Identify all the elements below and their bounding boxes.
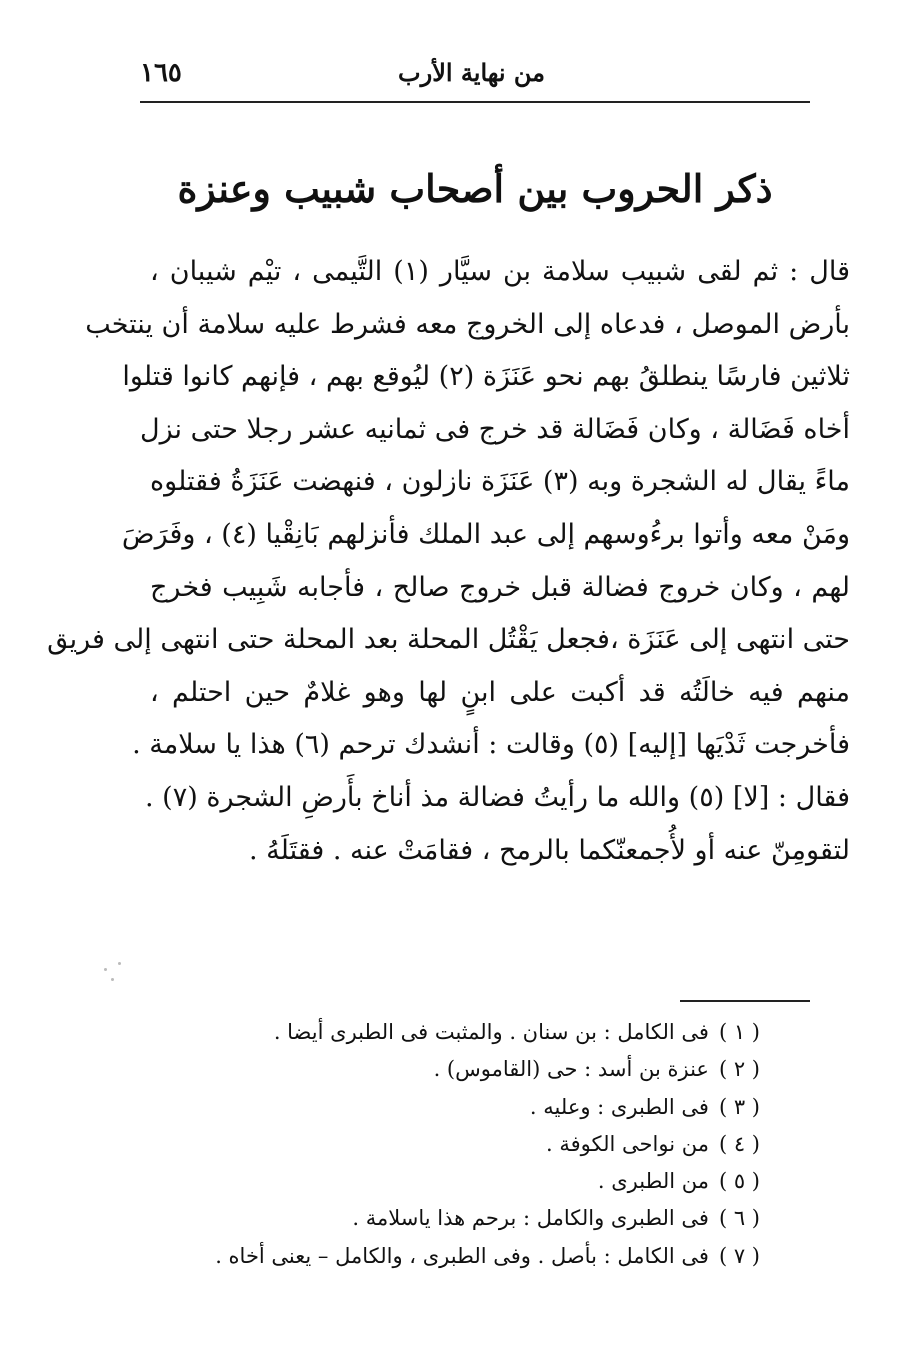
footnote xyxy=(200,1014,760,1051)
footnote xyxy=(200,1238,760,1275)
text-line: قال : ثم لقى شبيب سلامة بن سيَّار (١) التَّيمى ، تيْم شيبان ، xyxy=(150,256,850,287)
footnote-text: فى الطبرى : وعليه . xyxy=(529,1094,709,1119)
footnotes xyxy=(200,1014,760,1275)
text-line: بأرض الموصل ، فدعاه إلى الخروج معه فشرط عليه سلامة أن ينتخب xyxy=(85,308,850,340)
footnote-text: عنزة بن أسد : حى (القاموس) . xyxy=(433,1057,709,1082)
footnote-number: ( ٣ ) xyxy=(718,1094,760,1119)
footnote xyxy=(200,1200,760,1237)
footnote-number: ( ٥ ) xyxy=(718,1169,760,1194)
footnote-text: من الطبرى . xyxy=(597,1169,709,1194)
footnote-number: ( ٧ ) xyxy=(718,1243,760,1268)
page-header xyxy=(140,58,810,98)
text-line: لتقومِنّ عنه أو لأُجمعنّكما بالرمح ، فقامَتْ عنه . فقتَلَهُ . xyxy=(249,834,850,866)
text-line: ماءً يقال له الشجرة وبه (٣) عَنَزَة نازلون ، فنهضت عَنَزَةُ فقتلوه xyxy=(150,466,850,498)
footnote-number: ( ١ ) xyxy=(718,1020,760,1044)
footnote xyxy=(200,1089,760,1126)
chapter-title: ذكر الحروب بين أصحاب شبيب وعنزة xyxy=(177,166,773,211)
running-title: من نهاية الأرب xyxy=(398,58,545,87)
footnote-text: من نواحى الكوفة . xyxy=(546,1131,709,1156)
header-rule xyxy=(140,101,810,103)
page-number: ١٦٥ xyxy=(140,58,182,88)
footnote xyxy=(200,1051,760,1088)
text-line: منهم فيه خالَتُه قد أكبت على ابنٍ لها وهو غلامٌ حين احتلم ، xyxy=(150,676,850,708)
footnote-text: فى الكامل : بأصل . وفى الطبرى ، والكامل – يعنى أخاه . xyxy=(215,1243,709,1268)
footnote-text: فى الطبرى والكامل : برحم هذا ياسلامة . xyxy=(352,1206,709,1231)
text-line: ثلاثين فارسًا ينطلقُ بهم نحو عَنَزَة (٢) ليُوقع بهم ، فإنهم كانوا قتلوا xyxy=(122,361,850,393)
text-line: فقال : [لا] (٥) والله ما رأيتُ فضالة مذ أناخ بأَرضِ الشجرة (٧) . xyxy=(144,781,850,813)
text-line: لهم ، وكان خروج فضالة قبل خروج صالح ، فأجابه شَبِيب فخرج xyxy=(150,571,850,603)
footnote-number: ( ٢ ) xyxy=(718,1057,760,1082)
text-line: حتى انتهى إلى عَنَزَة ،فجعل يَقْتُل المحلة بعد المحلة حتى انتهى إلى فريق xyxy=(47,624,850,656)
body-text xyxy=(47,246,850,877)
footnote-rule xyxy=(680,1000,810,1002)
text-line: أخاه فَضَالة ، وكان فَضَالة قد خرج فى ثمانيه عشر رجلا حتى نزل xyxy=(139,413,850,445)
footnote xyxy=(200,1163,760,1200)
footnote xyxy=(200,1126,760,1163)
print-speck xyxy=(118,962,121,965)
print-speck xyxy=(104,968,107,971)
print-speck xyxy=(111,978,114,981)
footnote-text: فى الكامل : بن سنان . والمثبت فى الطبرى أيضا . xyxy=(273,1020,709,1044)
text-line: فأخرجت ثَدْيَها [إليه] (٥) وقالت : أنشدك ترحم (٦) هذا يا سلامة . xyxy=(132,729,850,761)
footnote-number: ( ٦ ) xyxy=(718,1206,760,1231)
text-line: ومَنْ معه وأتوا برءُوسهم إلى عبد الملك فأنزلهم بَانِقْيا (٤) ، وفَرَضَ xyxy=(121,518,850,550)
footnote-number: ( ٤ ) xyxy=(718,1131,760,1156)
